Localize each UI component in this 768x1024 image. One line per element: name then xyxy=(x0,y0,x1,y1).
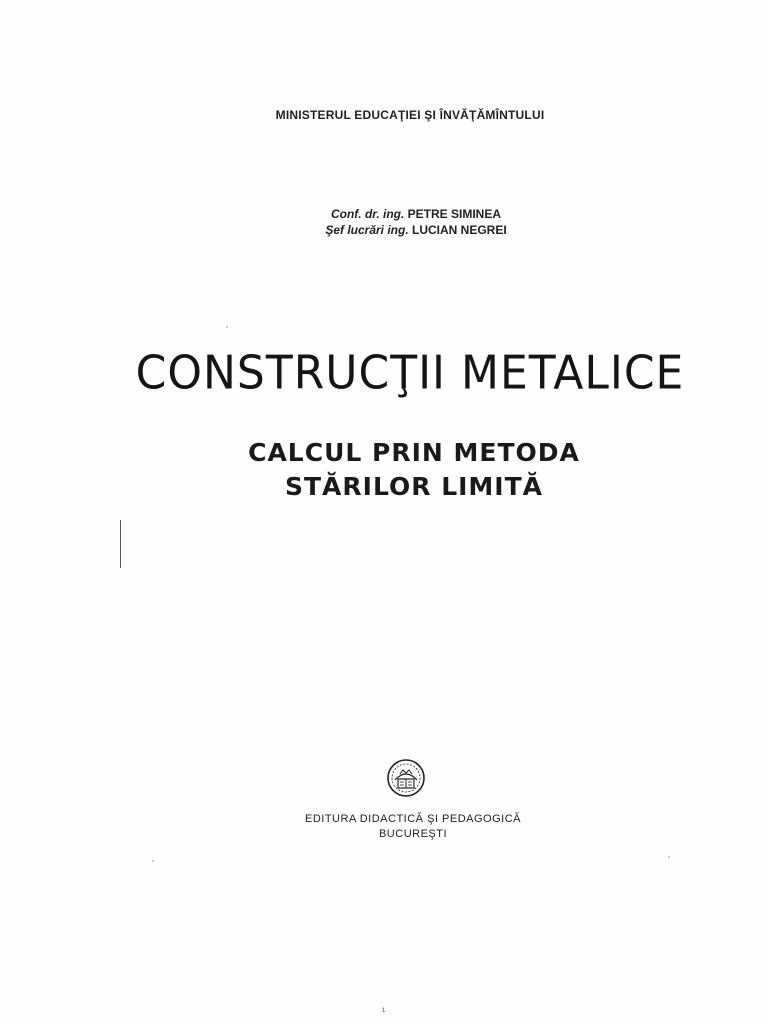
page-number: 1 xyxy=(382,1008,386,1014)
subtitle-line-1: CALCUL PRIN METODA xyxy=(248,438,580,467)
author-block xyxy=(0,206,768,238)
publisher-seal-icon xyxy=(386,758,426,798)
book-title: CONSTRUCŢII METALICE xyxy=(135,346,685,401)
scan-speck xyxy=(226,326,228,328)
scan-speck xyxy=(152,860,154,862)
scan-margin-mark xyxy=(120,520,121,568)
publisher-name: EDITURA DIDACTICĂ ŞI PEDAGOGICĂ xyxy=(305,813,521,825)
ministry-header: MINISTERUL EDUCAŢIEI ŞI ÎNVĂŢĂMÎNTULUI xyxy=(275,108,545,122)
author-line-1 xyxy=(0,206,768,222)
author-2-name: LUCIAN NEGREI xyxy=(412,223,507,237)
scan-speck xyxy=(668,856,670,858)
author-line-2 xyxy=(0,222,768,238)
author-1-title: Conf. dr. ing. xyxy=(330,207,405,221)
book-subtitle xyxy=(0,436,768,504)
publisher-block xyxy=(0,812,768,842)
subtitle-line-2: STĂRILOR LIMITĂ xyxy=(284,472,544,501)
author-2-title: Şef lucrări ing. xyxy=(325,223,409,237)
author-1-name: PETRE SIMINEA xyxy=(407,207,502,221)
publisher-city: BUCUREŞTI xyxy=(378,828,448,840)
